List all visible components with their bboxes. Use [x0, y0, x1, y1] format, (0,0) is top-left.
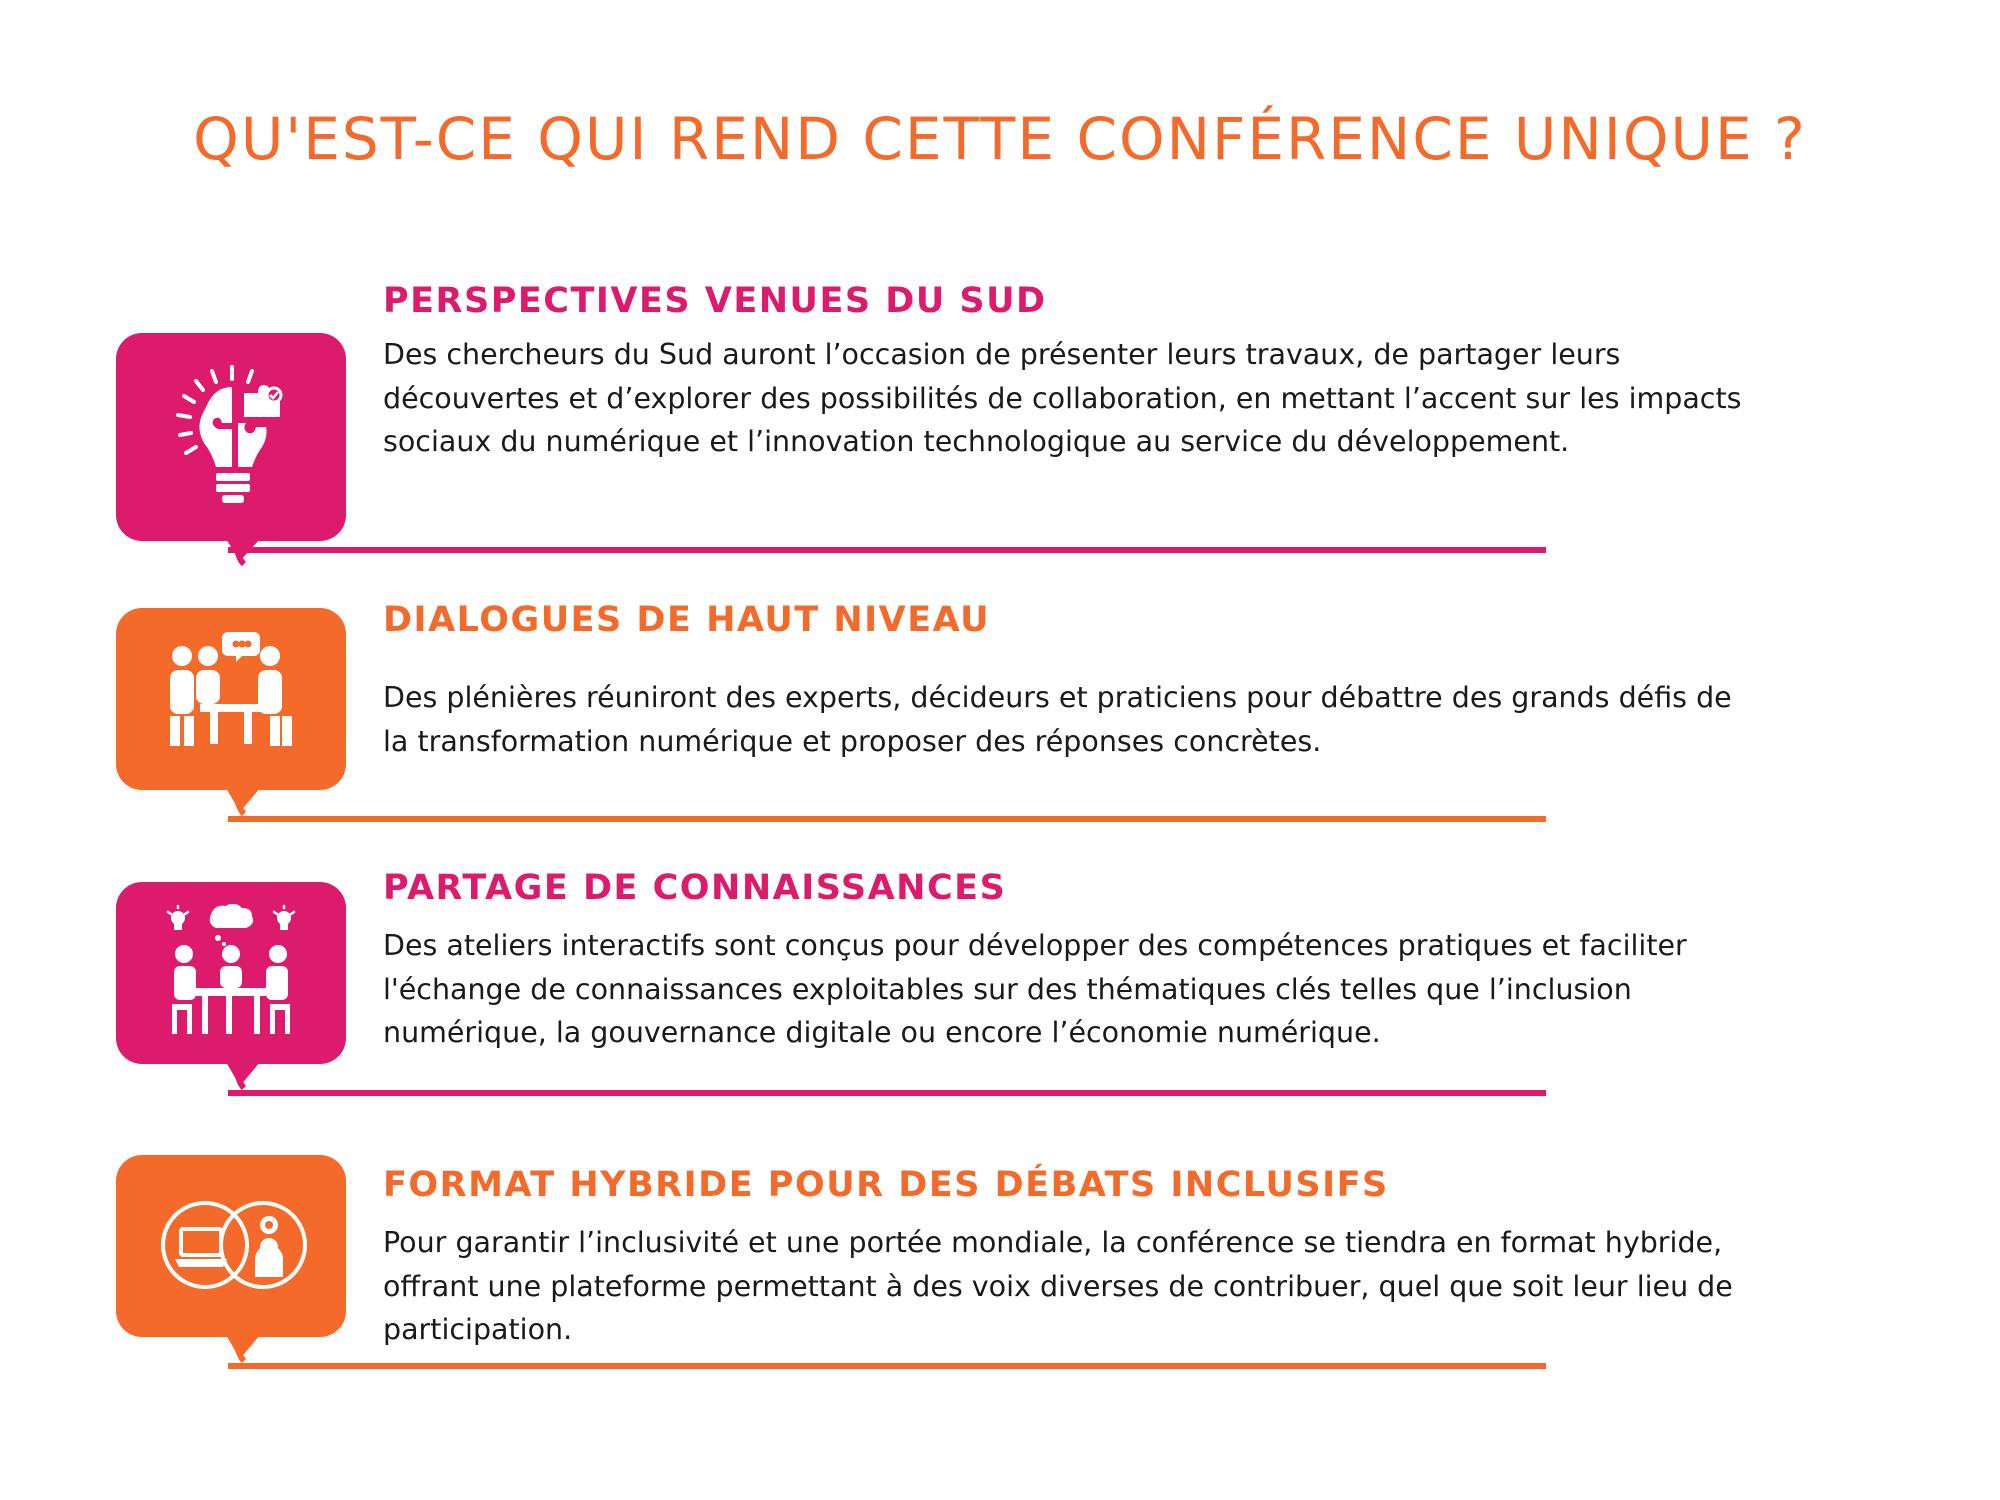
meeting-table-icon [166, 632, 296, 782]
divider-line [228, 808, 1548, 838]
feature-title: DIALOGUES DE HAUT NIVEAU [383, 600, 991, 640]
feature-description: Des ateliers interactifs sont conçus pour développer des compétences pratiques et faciliter l'échange de connaissances exploitables sur des thématiques clés telles que l’inclusion numérique, la gouvernance digitale ou encore l’économie numérique. [383, 929, 1687, 1049]
speech-bubble [116, 333, 346, 541]
hybrid-laptop-person-icon [154, 1195, 314, 1305]
speech-bubble [116, 608, 346, 816]
speech-bubble [116, 882, 346, 1090]
divider-line [228, 539, 1548, 569]
feature-description: Des chercheurs du Sud auront l’occasion de présenter leurs travaux, de partager leurs découvertes et d’explorer des possibilités de collaboration, en mettant l’accent sur les impacts sociaux du numérique et l’innovation technologique au service du développement. [383, 338, 1742, 458]
feature-description: Des plénières réuniront des experts, décideurs et praticiens pour débattre des grands défis de la transformation numérique et proposer des réponses concrètes. [383, 681, 1732, 758]
speech-bubble [116, 1155, 346, 1363]
page-title: QU'EST-CE QUI REND CETTE CONFÉRENCE UNIQUE ? [193, 105, 1807, 173]
feature-title: FORMAT HYBRIDE POUR DES DÉBATS INCLUSIFS [383, 1165, 1389, 1205]
feature-description: Pour garantir l’inclusivité et une portée mondiale, la conférence se tiendra en format hybride, offrant une plateforme permettant à des voix diverses de contribuer, quel que soit leur lieu de participation. [383, 1226, 1733, 1346]
feature-title: PARTAGE DE CONNAISSANCES [383, 868, 1007, 908]
divider-line [228, 1355, 1548, 1385]
lightbulb-puzzle-icon [166, 363, 296, 513]
feature-title: PERSPECTIVES VENUES DU SUD [383, 281, 1047, 321]
workshop-ideas-icon [166, 904, 296, 1054]
divider-line [228, 1082, 1548, 1112]
